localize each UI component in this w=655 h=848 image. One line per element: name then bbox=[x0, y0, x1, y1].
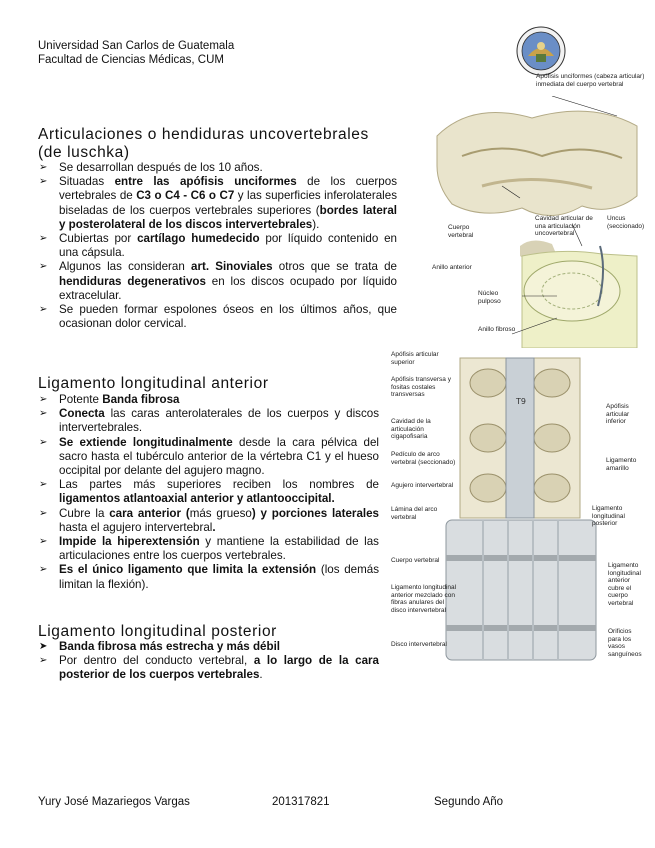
section3-list bbox=[38, 640, 379, 683]
footer-carnet: 201317821 bbox=[272, 796, 330, 808]
faculty-name: Facultad de Ciencias Médicas, CUM bbox=[38, 54, 224, 66]
fig2-label-apofisis-inf: Apófisis articular inferior bbox=[606, 403, 630, 425]
list-item: ➢ Algunos las consideran art. Sinoviales otros que se trata de hendiduras degenerativos en los discos ocupado por líquido extracelular. bbox=[38, 260, 397, 303]
list-item: ➢ Potente Banda fibrosa bbox=[38, 393, 379, 407]
section1-title-line2: (de luschka) bbox=[38, 144, 130, 161]
university-seal-icon bbox=[516, 26, 566, 76]
fig2-label-agujero: Agujero intervertebral bbox=[391, 482, 454, 489]
fig2-label-ligamento-cubre: Ligamento longitudinal anterior cubre el cuerpo vertebral bbox=[608, 562, 641, 607]
footer-author: Yury José Mazariegos Vargas bbox=[38, 796, 190, 808]
list-item: ➢ Conecta las caras anterolaterales de los cuerpos y discos intervertebrales. bbox=[38, 407, 379, 435]
list-item: ➢ Se desarrollan después de los 10 años. bbox=[38, 161, 397, 175]
document-header bbox=[38, 39, 234, 67]
list-item: ➢ Impide la hiperextensión y mantiene la estabilidad de las articulaciones entre los cuerpos vertebrales. bbox=[38, 535, 379, 563]
fig2-label-amarillo: Ligamento amarillo bbox=[606, 457, 637, 472]
list-item: ➢ Las partes más superiores reciben los nombres de ligamentos atlantoaxial anterior y atlantooccipital. bbox=[38, 478, 379, 506]
list-item: ➢ Por dentro del conducto vertebral, a lo largo de la cara posterior de los cuerpos vertebrales. bbox=[38, 654, 379, 682]
fig1-label-cavidad: Cavidad articular de una articulación uncovertebral bbox=[535, 215, 593, 237]
footer-year: Segundo Año bbox=[434, 796, 504, 808]
fig2-label-lamina: Lámina del arco vertebral bbox=[391, 506, 438, 521]
fig2-label-apofisis-sup: Apófisis articular superior bbox=[391, 351, 439, 366]
fig2-label-orificios: Orificios para los vasos sanguíneos bbox=[608, 628, 642, 658]
fig2-label-pediculo: Pedículo de arco vertebral (seccionado) bbox=[391, 451, 456, 466]
list-item: ➢ Situadas entre las apófisis unciformes de los cuerpos vertebrales de C3 o C4 - C6 o C7 y las superficies inferolaterales biseladas de los cuerpos vertebrales superiores (bordes lateral y posterolateral de los discos intervertebrales). bbox=[38, 175, 397, 232]
fig2-label-post: Ligamento longitudinal posterior bbox=[592, 505, 625, 527]
list-item: ➢ Es el único ligamento que limita la extensión (los demás limitan la flexión). bbox=[38, 563, 379, 591]
list-item: ➤ Banda fibrosa más estrecha y más débil bbox=[38, 640, 379, 654]
section2-title: Ligamento longitudinal anterior bbox=[38, 375, 269, 392]
list-item: ➢ Cubre la cara anterior (más grueso) y porciones laterales hasta el agujero intervertebral. bbox=[38, 507, 379, 535]
fig1-label-uncus: Uncus (seccionado) bbox=[607, 215, 645, 230]
section2-list bbox=[38, 393, 379, 592]
fig2-label-disco: Disco intervertebral bbox=[391, 641, 447, 648]
fig1-label-nucleo: Núcleo pulposo bbox=[478, 290, 501, 305]
fig2-label-cuerpo: Cuerpo vertebral bbox=[391, 557, 440, 564]
fig2-label-ligamento-ant: Ligamento longitudinal anterior mezclado con fibras anulares del disco intervertebral bbox=[391, 584, 457, 614]
t9-label: T9 bbox=[516, 397, 526, 406]
fig2-label-cavidad: Cavidad de la articulación cigapofisaria bbox=[391, 418, 431, 440]
fig1-label-cuerpo: Cuerpo vertebral bbox=[448, 224, 474, 239]
section1-list bbox=[38, 161, 397, 331]
list-item: ➢ Cubiertas por cartílago humedecido por líquido contenido en una cápsula. bbox=[38, 232, 397, 260]
fig1-label-top: Apófisis unciformes (cabeza articular) inmediata del cuerpo vertebral bbox=[536, 73, 645, 88]
list-item: ➢ Se pueden formar espolones óseos en los últimos años, que ocasionan dolor cervical. bbox=[38, 303, 397, 331]
list-item: ➢ Se extiende longitudinalmente desde la cara pélvica del sacro hasta el tubérculo anterior de la vértebra C1 y el hueso occipital por delante del agujero magno. bbox=[38, 436, 379, 479]
fig1-label-anillo-ant: Anillo anterior bbox=[432, 264, 472, 271]
university-name: Universidad San Carlos de Guatemala bbox=[38, 40, 235, 52]
section1-title bbox=[38, 126, 369, 162]
section1-title-line1: Articulaciones o hendiduras uncovertebrales bbox=[38, 126, 369, 143]
section3-title: Ligamento longitudinal posterior bbox=[38, 623, 277, 640]
fig1-label-anillo: Anillo fibroso bbox=[478, 326, 516, 333]
fig2-label-apofisis-trans: Apófisis transversa y fositas costales transversas bbox=[391, 376, 451, 398]
